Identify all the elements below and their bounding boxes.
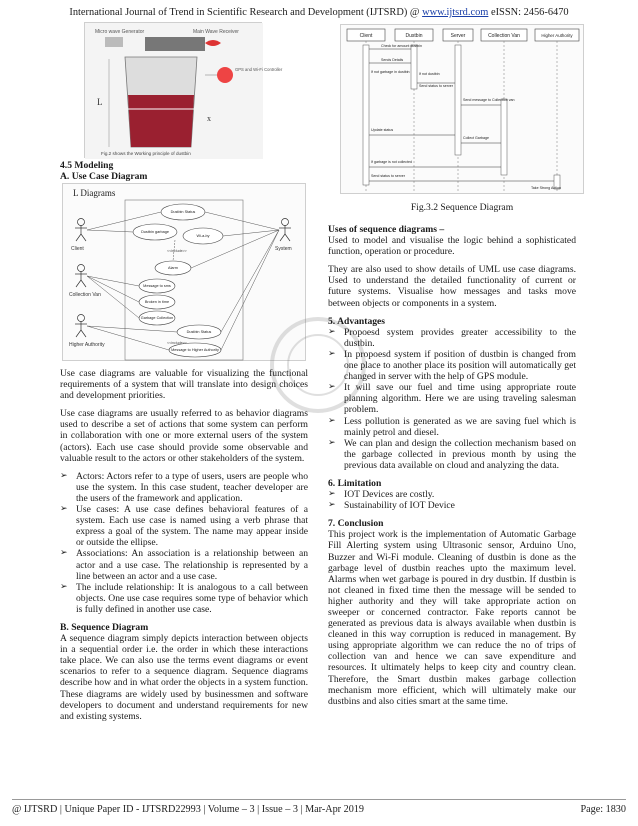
conclusion-heading: 7. Conclusion (328, 518, 384, 530)
actor-client-icon (75, 219, 87, 242)
list-item: ➢ Sustainability of IOT Device (328, 500, 576, 511)
section-use-case: A. Use Case Diagram (60, 171, 148, 183)
list-item: ➢ Less pollution is generated as we are saving fuel which is mainly petrol and diesel. (328, 416, 576, 438)
actor-system-icon (279, 219, 291, 242)
uses-paragraph-1: Used to model and visualise the logic behind a sophisticated function, operation or procedure. (328, 235, 576, 258)
use-case-paragraph-1: Use case diagrams are valuable for visualizing the functional requirements of a system that will translate into design choices and development priorities. (60, 368, 308, 402)
actor-authority-label: Higher Authority (69, 342, 105, 348)
include-label-2: <<include>> (167, 341, 187, 345)
lifeline-dustbin-label: Dustbin (405, 33, 423, 39)
seq-msg-10: Send status to server (371, 174, 405, 178)
advantages-list (328, 327, 576, 471)
actor-client-label: Client (71, 246, 84, 252)
sensor-board-shape (145, 37, 205, 51)
generator-shape (105, 37, 123, 47)
list-item: ➢ We can plan and design the collection mechanism based on the garbage collected in previous month by using the previous data available on cloud and analyzing the data. (328, 438, 576, 471)
advantages-heading: 5. Advantages (328, 315, 386, 327)
dustbin-figure-caption: Fig.2 shows the Working principle of dustbin (101, 151, 191, 156)
sequence-heading: B. Sequence Diagram (60, 621, 149, 633)
footer-page-number: Page: 1830 (580, 804, 626, 815)
seq-msg-4: If not dustbin (419, 72, 440, 76)
sequence-figure (340, 24, 584, 194)
lifeline-client-label: Client (359, 33, 373, 39)
list-item: ➢ IOT Devices are costly. (328, 489, 576, 500)
use-case-figure (62, 183, 306, 361)
page-header (0, 7, 638, 18)
seq-msg-1: Check for amount dustbin (381, 44, 422, 48)
list-item: ➢ Associations: An association is a relationship between an actor and a use case. The relationship is represented by a line between an actor and a use case. (60, 548, 308, 581)
lifeline-van-label: Collection Van (488, 33, 520, 39)
footer-paper-info: @ IJTSRD | Unique Paper ID - IJTSRD22993 | Volume – 3 | Issue – 3 | Mar-Apr 2019 (12, 804, 364, 815)
list-item: ➢ Propoesd system provides greater accessibility to the dustbin. (328, 327, 576, 349)
actor-van-icon (75, 265, 87, 288)
gps-wifi-label: GPS and Wi-Fi Controller (235, 67, 283, 72)
limitation-list (328, 489, 576, 511)
uc-label-4: Alarm (168, 266, 178, 270)
actor-authority-icon (75, 315, 87, 338)
sequence-caption: Fig.3.2 Sequence Diagram (410, 202, 514, 213)
micro-wave-label: Micro wave Generator (95, 29, 145, 35)
uses-paragraph-2: They are also used to show details of UML use case diagrams. Used to understand the detailed functionality of current or future systems. Visualise how messages and tasks move between objects or components in a system. (328, 264, 576, 309)
right-column (328, 224, 576, 714)
use-case-bullet-list (60, 471, 308, 615)
uc-label-8: Dustbin Status (186, 330, 212, 334)
issn: eISSN: 2456-6470 (490, 7, 569, 18)
seq-msg-9: If garbage is not collected (371, 160, 412, 164)
seq-msg-7: Update status (371, 128, 394, 132)
limitation-heading: 6. Limitation (328, 477, 382, 489)
seq-msg-8: Collect Garbage (463, 136, 489, 140)
list-item: ➢ The include relationship: It is analogous to a call between objects. One use case requires some type of behavior which is fully defined in another use case. (60, 582, 308, 615)
journal-title: International Journal of Trend in Scientific Research and Development (IJTSRD) @ (69, 7, 420, 18)
list-item: ➢ Use cases: A use case defines behavioral features of a system. Each use case is named using a verb phrase that express a goal of the system. The name may appear inside or outside the ellipse. (60, 504, 308, 548)
dustbin-figure (84, 22, 283, 158)
list-item: ➢ In propoesd system if position of dustbin is changed from one place to another place its position will automatically get changed in server with the help of GPS module. (328, 349, 576, 382)
uc-label-9: Message to Higher Authority (171, 348, 219, 352)
sequence-paragraph: A sequence diagram simply depicts interaction between objects in a sequential order i.e. the order in which these interactions take place. We can also use the terms event diagrams or event scenarios to refer to a sequence diagram. Sequence diagrams describe how and in what order the objects in a system function. These diagrams are widely used by businessmen and software developers to document and understand requirements for new and existing systems. (60, 633, 308, 722)
journal-url-link[interactable]: www.ijtsrd.com (422, 7, 489, 18)
page-footer (12, 799, 626, 815)
section-modeling: 4.5 Modeling (60, 160, 114, 171)
seq-msg-6: Send message to Collection van (463, 98, 515, 102)
uses-heading: Uses of sequence diagrams – (328, 224, 445, 235)
wifi-icon (217, 67, 233, 83)
uc-label-2: Dustbin garbage (141, 230, 169, 234)
garbage-fill-shape (128, 95, 194, 147)
actor-system-label: System (275, 246, 292, 252)
seq-msg-11: Take Strong Action (531, 186, 561, 190)
use-case-title: L Diagrams (73, 188, 116, 198)
lifeline-authority-label: Higher Authority (541, 33, 573, 38)
conclusion-paragraph: This project work is the implementation of Automatic Garbage Fill Alerting system using Ultrasonic sensor, Arduino Uno, Buzzer and Wi-Fi module. Cleaning of dustbin is done as the garbage level of dustbin reaches upto the maximum level. Alarms when wet garbage is poured in dry dustbin. If dustbin is not cleaned in fixed time then the message will be sended to higher authority and they will take appropriate action on sweeper or concerned contractor. Fake reports cannot be generated as previous data is always available when dustbin is cleaned in this way corruption is reduced in management. By using appropriate algorithm we can reduce the no of trips of collection van and hence we can save expenditure and resources. It ultimately helps to keep city and country clean. Therefore, the Smart dustbin makes garbage collection mechanism more efficient, which will ultimately make our dustbins and also cities smart at the same time. (328, 529, 576, 707)
list-item: ➢ It will save our fuel and time using appropriate route planning algorithm. Here we are using traveling salesman problem. (328, 382, 576, 415)
uc-label-6: Broken in time (144, 300, 170, 304)
use-case-paragraph-2: Use case diagrams are usually referred to as behavior diagrams used to describe a set of actions that some system can perform in collaboration with one or more external users of the system (actors). Each use case should provide some observable and valuable result to the actors or other stakeholders of the system. (60, 408, 308, 464)
uc-label-5: Message to sms (143, 284, 171, 288)
include-label: <<include>> (167, 249, 187, 253)
uc-label-3: Wi-a-by (196, 234, 210, 238)
x-dimension-label: x (207, 114, 211, 123)
l-dimension-label: L (97, 97, 103, 107)
seq-msg-5: Send status to server (419, 84, 453, 88)
left-column (60, 368, 308, 729)
lifeline-server-label: Server (450, 33, 466, 39)
modeling-headings (60, 160, 308, 182)
seq-msg-2: Sends Details (381, 58, 404, 62)
list-item: ➢ Actors: Actors refer to a type of users, users are people who use the system. In this case student, teacher developer are the users of the framework and application. (60, 471, 308, 504)
seq-msg-3: If not garbage in dustbin (371, 70, 410, 74)
actor-van-label: Collection Van (69, 292, 101, 298)
wave-receiver-label: Main Wave Receiver (193, 29, 239, 35)
uc-label-7: Garbage Collection (140, 316, 174, 320)
uc-label-1: Dustbin Status (170, 210, 196, 214)
